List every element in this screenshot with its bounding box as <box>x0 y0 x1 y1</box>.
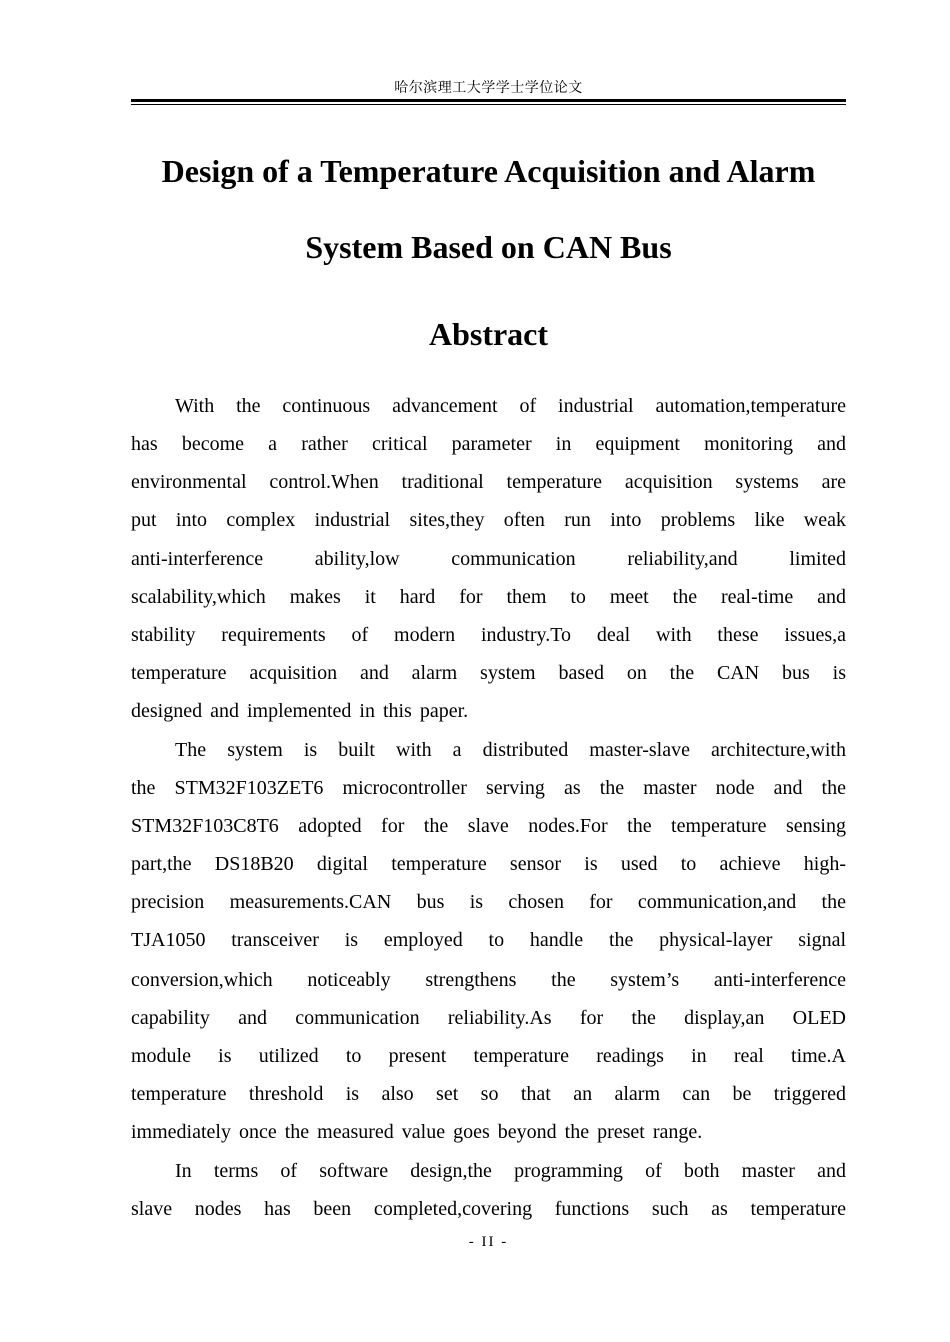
abstract-line: put into complex industrial sites,they often run into problems like weak <box>131 509 846 531</box>
thesis-title-line-1: Design of a Temperature Acquisition and Alarm <box>161 153 816 189</box>
running-header: 哈尔滨理工大学学士学位论文 <box>394 80 583 96</box>
abstract-heading: Abstract <box>428 316 549 352</box>
abstract-line: has become a rather critical parameter in equipment monitoring and <box>131 433 846 455</box>
abstract-line: anti-interference ability,low communication reliability,and limited <box>131 548 846 570</box>
abstract-line: precision measurements.CAN bus is chosen for communication,and the <box>131 891 846 913</box>
abstract-line: capability and communication reliability.As for the display,an OLED <box>131 1007 846 1029</box>
abstract-line: temperature acquisition and alarm system based on the CAN bus is <box>131 662 846 684</box>
page-number: - II - <box>468 1234 509 1250</box>
header-rule-thin <box>131 104 846 105</box>
header-rule <box>131 99 846 102</box>
abstract-line: STM32F103C8T6 adopted for the slave nodes.For the temperature sensing <box>131 815 846 837</box>
thesis-title-line-2: System Based on CAN Bus <box>305 229 672 265</box>
abstract-line: the STM32F103ZET6 microcontroller serving as the master node and the <box>131 777 846 799</box>
abstract-line: scalability,which makes it hard for them to meet the real-time and <box>131 586 846 608</box>
abstract-line: stability requirements of modern industry.To deal with these issues,a <box>131 624 846 646</box>
abstract-line: part,the DS18B20 digital temperature sensor is used to achieve high- <box>131 853 846 875</box>
abstract-line: In terms of software design,the programming of both master and <box>175 1160 846 1182</box>
abstract-line: module is utilized to present temperature readings in real time.A <box>131 1045 846 1067</box>
abstract-line: The system is built with a distributed master-slave architecture,with <box>175 739 846 761</box>
abstract-line: temperature threshold is also set so that an alarm can be triggered <box>131 1083 846 1105</box>
abstract-line: With the continuous advancement of industrial automation,temperature <box>175 395 846 417</box>
abstract-line: designed and implemented in this paper. <box>131 700 469 722</box>
abstract-line: environmental control.When traditional temperature acquisition systems are <box>131 471 846 493</box>
abstract-line: slave nodes has been completed,covering functions such as temperature <box>131 1198 846 1220</box>
abstract-line: conversion,which noticeably strengthens the system’s anti-interference <box>131 969 846 991</box>
abstract-line: TJA1050 transceiver is employed to handle the physical-layer signal <box>131 929 846 951</box>
abstract-line: immediately once the measured value goes beyond the preset range. <box>131 1121 703 1143</box>
